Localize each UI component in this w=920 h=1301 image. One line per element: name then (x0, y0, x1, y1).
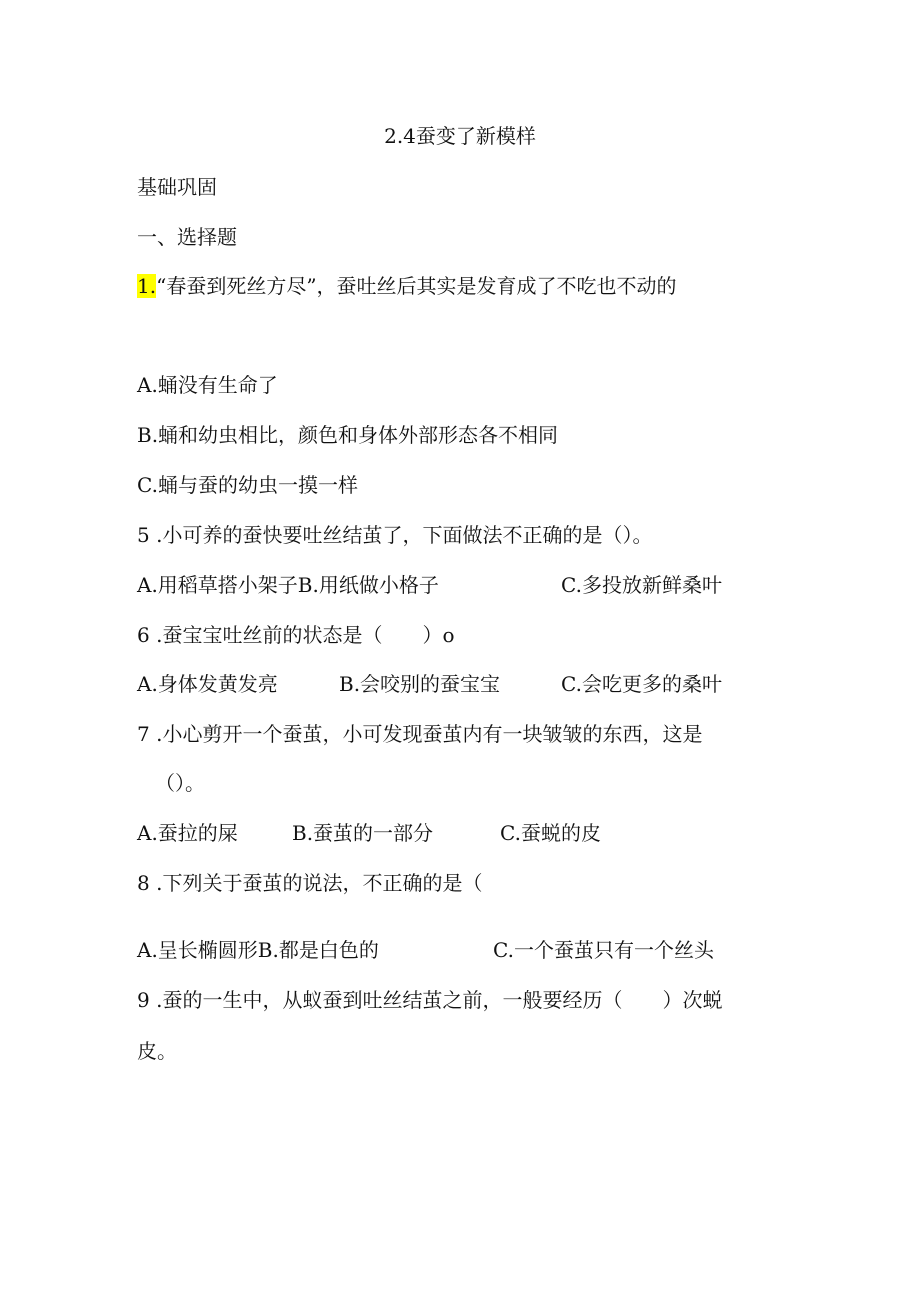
q1-option-b: B.蛹和幼虫相比，颜色和身体外部形态各不相同 (137, 423, 559, 447)
section-heading: 基础巩固 (137, 175, 217, 199)
q1-option-a: A.蛹没有生命了 (137, 373, 278, 397)
q7-option-c: C.蚕蜕的皮 (500, 821, 601, 845)
subsection-heading: 一、选择题 (137, 225, 237, 249)
q5-option-ab: A.用稻草搭小架子B.用纸做小格子 (137, 573, 439, 597)
question-1 (137, 273, 677, 299)
q7-option-b: B.蚕茧的一部分 (292, 821, 434, 845)
q8-option-ab: A.呈长椭圆形B.都是白色的 (137, 938, 379, 962)
q6-option-a: A.身体发黄发亮 (137, 672, 278, 696)
q5-option-c: C.多投放新鲜桑叶 (561, 573, 722, 597)
q6-option-b: B.会咬别的蚕宝宝 (339, 672, 501, 696)
question-7: 7 .小心剪开一个蚕茧，小可发现蚕茧内有一块皱皱的东西，这是 (137, 722, 703, 746)
question-8: 8 .下列关于蚕茧的说法，不正确的是（ (137, 871, 483, 895)
question-1-number: 1. (137, 274, 157, 298)
q7-option-a: A.蚕拉的屎 (137, 821, 238, 845)
question-5: 5 .小可养的蚕快要吐丝结茧了，下面做法不正确的是（）。 (137, 523, 653, 547)
question-6: 6 .蚕宝宝吐丝前的状态是（ ）o (137, 623, 455, 647)
question-7-continued: （）。 (155, 771, 205, 795)
question-1-text: “春蚕到死丝方尽”，蚕吐丝后其实是发育成了不吃也不动的 (156, 274, 677, 298)
question-9: 9 .蚕的一生中，从蚁蚕到吐丝结茧之前，一般要经历（ ）次蜕 (137, 988, 723, 1012)
document-title: 2.4蚕变了新模样 (384, 124, 536, 148)
q8-option-c: C.一个蚕茧只有一个丝头 (493, 938, 714, 962)
q6-option-c: C.会吃更多的桑叶 (561, 672, 722, 696)
question-9-continued: 皮。 (137, 1039, 177, 1063)
q1-option-c: C.蛹与蚕的幼虫一摸一样 (137, 473, 358, 497)
